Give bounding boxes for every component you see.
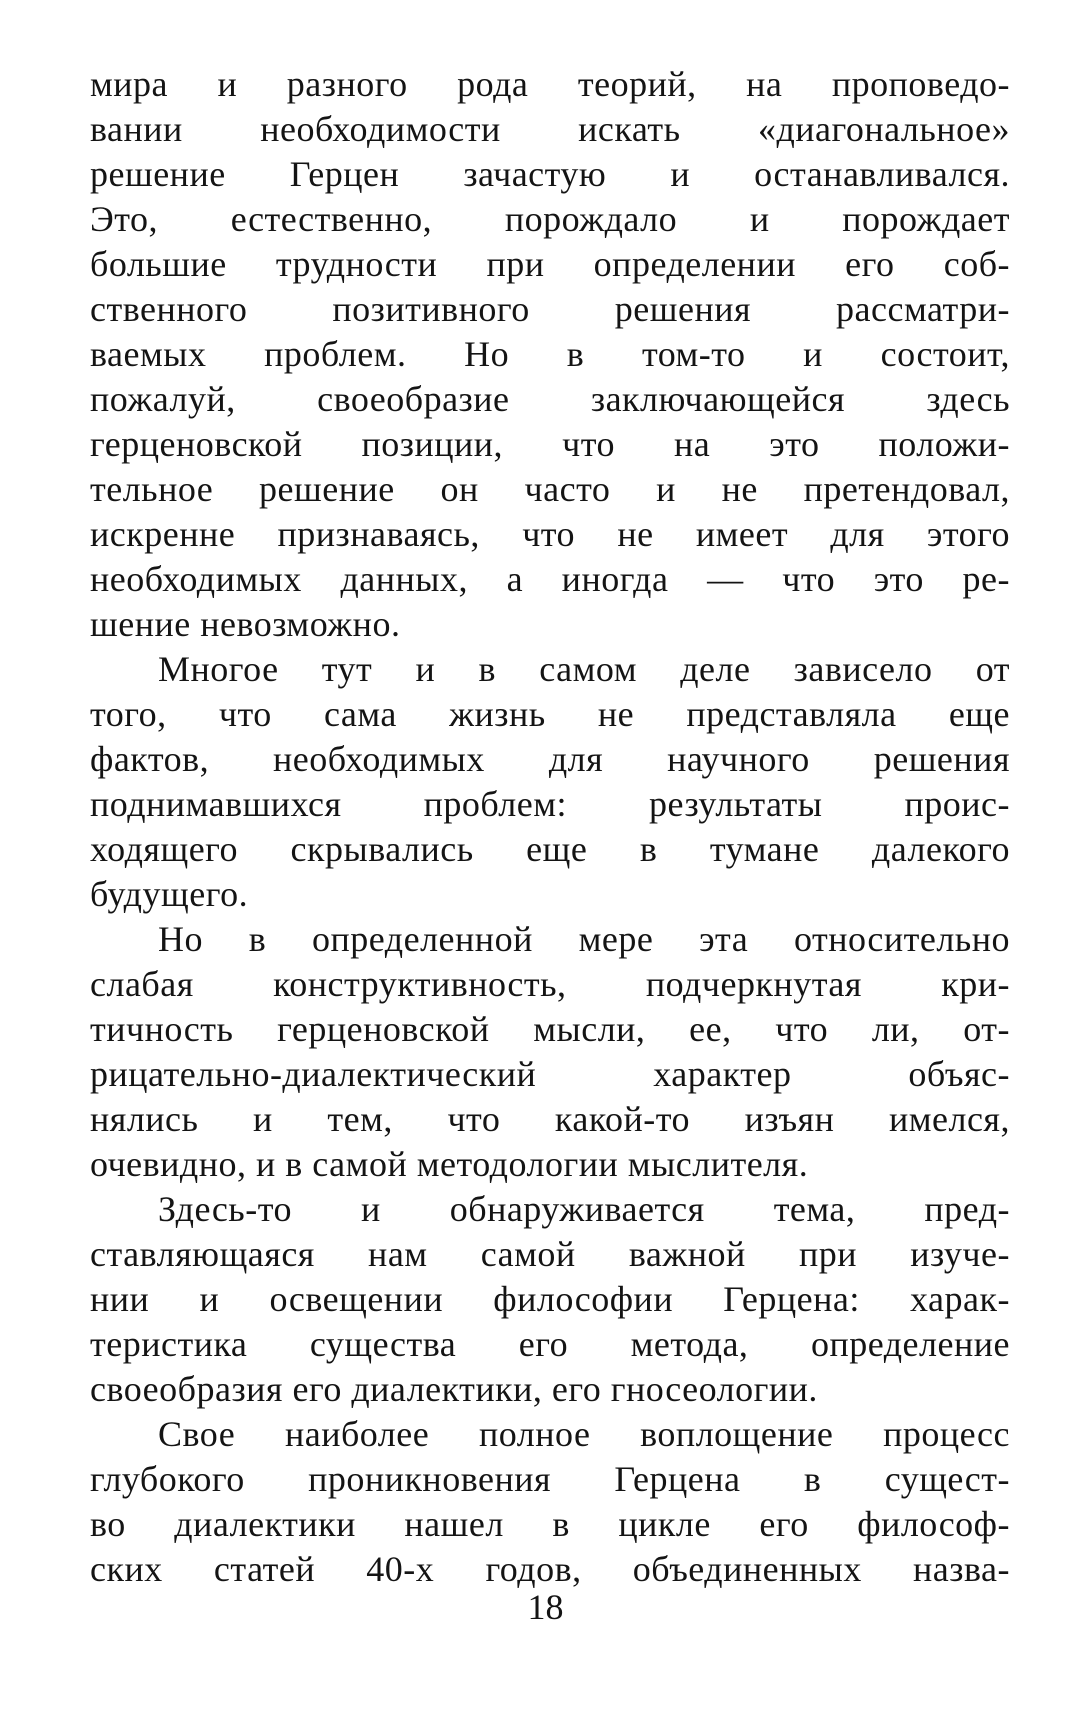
text-line: тельное решение он часто и не претендовал,	[90, 469, 1010, 509]
text-line: ходящего скрывались еще в тумане далекого	[90, 829, 1010, 869]
text-line: ставляющаяся нам самой важной при изуче-	[90, 1234, 1010, 1274]
text-line: своеобразия его диалектики, его гносеологии.	[90, 1369, 818, 1409]
text-line: теристика существа его метода, определение	[90, 1324, 1010, 1364]
text-line: рицательно-диалектический характер объяс-	[90, 1054, 1010, 1094]
text-line: нии и освещении философии Герцена: харак-	[90, 1279, 1010, 1319]
text-line: поднимавшихся проблем: результаты проис-	[90, 784, 1010, 824]
text-line: мира и разного рода теорий, на проповедо-	[90, 64, 1010, 104]
text-line: Это, естественно, порождало и порождает	[90, 199, 1010, 239]
text-line: необходимых данных, а иногда — что это ре-	[90, 559, 1010, 599]
text-line: нялись и тем, что какой-то изъян имелся,	[90, 1099, 1010, 1139]
text-line: слабая конструктивность, подчеркнутая кри-	[90, 964, 1010, 1004]
paragraph	[90, 62, 1010, 647]
text-line: герценовской позиции, что на это положи-	[90, 424, 1010, 464]
text-line: Здесь-то и обнаруживается тема, пред-	[158, 1189, 1010, 1229]
text-line: шение невозможно.	[90, 604, 401, 644]
text-line: ваемых проблем. Но в том-то и состоит,	[90, 334, 1010, 374]
text-line: пожалуй, своеобразие заключающейся здесь	[90, 379, 1010, 419]
paragraph	[90, 1187, 1010, 1412]
text-line: ских статей 40-х годов, объединенных назва-	[90, 1549, 1010, 1589]
text-line: ственного позитивного решения рассматри-	[90, 289, 1010, 329]
text-line: Свое наиболее полное воплощение процесс	[158, 1414, 1010, 1454]
text-line: очевидно, и в самой методологии мыслителя.	[90, 1144, 809, 1184]
text-line: будущего.	[90, 874, 249, 914]
page-number: 18	[527, 1587, 564, 1627]
paragraph	[90, 1412, 1010, 1592]
text-line: глубокого проникновения Герцена в сущест-	[90, 1459, 1010, 1499]
text-line: вании необходимости искать «диагональное»	[90, 109, 1010, 149]
text-line: Но в определенной мере эта относительно	[158, 919, 1010, 959]
text-line: искренне признаваясь, что не имеет для этого	[90, 514, 1010, 554]
paragraph	[90, 647, 1010, 917]
text-line: тичность герценовской мысли, ее, что ли, от-	[90, 1009, 1010, 1049]
text-line: фактов, необходимых для научного решения	[90, 739, 1010, 779]
text-line: решение Герцен зачастую и останавливался.	[90, 154, 1010, 194]
text-line: Многое тут и в самом деле зависело от	[158, 649, 1010, 689]
body-text	[90, 62, 1010, 1592]
text-line: того, что сама жизнь не представляла еще	[90, 694, 1010, 734]
text-line: во диалектики нашел в цикле его философ-	[90, 1504, 1010, 1544]
paragraph	[90, 917, 1010, 1187]
text-line: большие трудности при определении его соб-	[90, 244, 1010, 284]
